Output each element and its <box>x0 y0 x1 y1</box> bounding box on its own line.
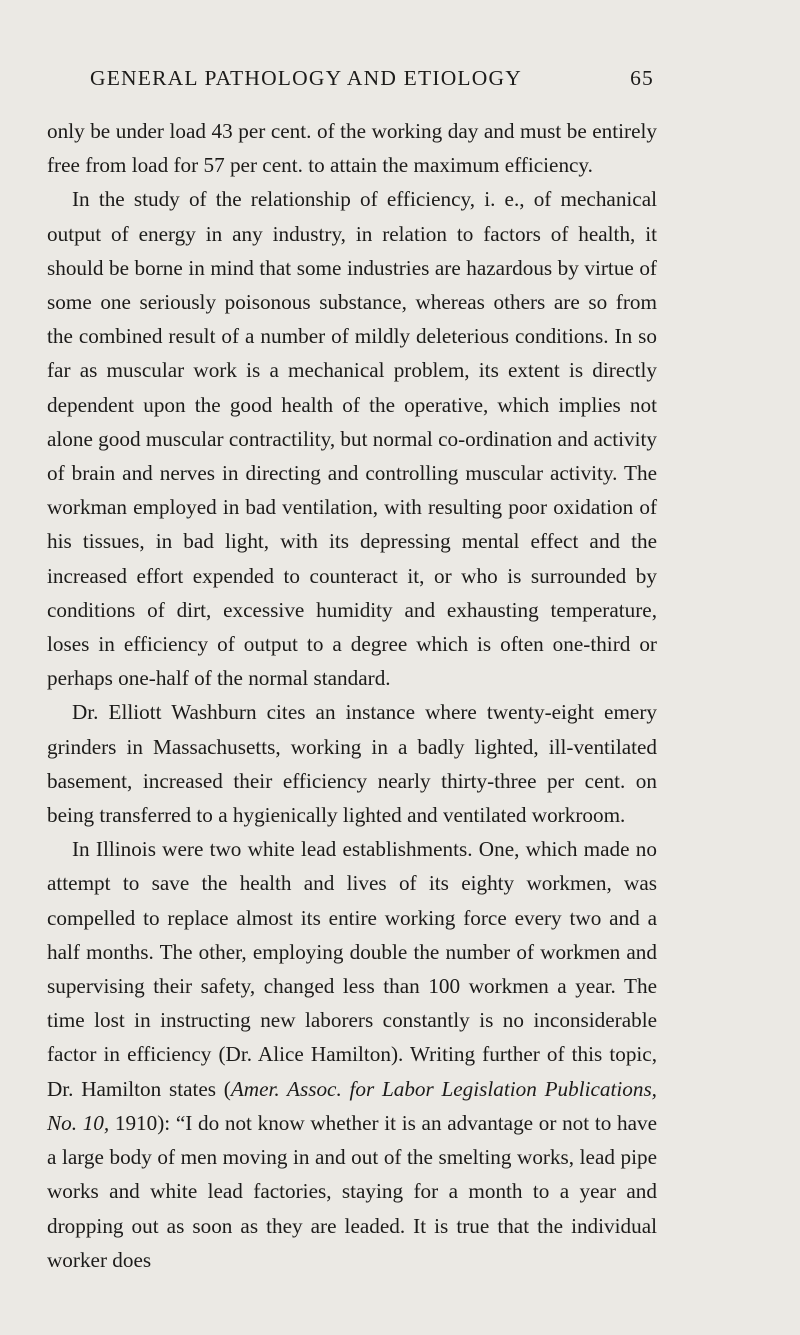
paragraph-washburn: Dr. Elliott Washburn cites an instance where twenty-eight emery grinders in Massachusetts, working in a badly lighted, ill-ventilated basement, increased their efficiency nearly thirty-three per cent. on being transferred to a hygienically lighted and ventilated workroom. <box>47 700 657 828</box>
paragraph-illinois-part-1: In Illinois were two white lead establishments. One, which made no attempt to save the health and lives of its eighty workmen, was compelled to replace almost its entire working force every two and a half months. The other, employing double the number of workmen and supervising their safety, changed less than 100 workmen a year. The time lost in instructing new laborers constantly is no inconsiderable factor in efficiency (Dr. Alice Hamilton). Writing further of this topic, Dr. Hamilton states ( <box>47 837 657 1101</box>
publication-citation: Amer. Assoc. for Labor Legislation Publications, No. 10, <box>47 1076 657 1135</box>
page-number: 65 <box>630 66 654 90</box>
body-text <box>47 114 657 1277</box>
paragraph-illinois-part-2: 1910): “I do not know whether it is an advantage or not to have a large body of men moving in and out of the smelting works, lead pipe works and white lead factories, staying for a month to a year and dropping out as soon as they are leaded. It is true that the individual worker does <box>47 1110 657 1272</box>
running-head: GENERAL PATHOLOGY AND ETIOLOGY <box>90 66 522 90</box>
page-header <box>90 60 654 96</box>
paragraph-illinois <box>47 832 657 1277</box>
paragraph-continuation: only be under load 43 per cent. of the working day and must be entirely free from load for 57 per cent. to attain the maximum efficiency. <box>47 119 657 178</box>
paragraph-efficiency-health: In the study of the relationship of efficiency, i. e., of mechanical output of energy in any industry, in relation to factors of health, it should be borne in mind that some industries are hazardous by virtue of some one seriously poisonous substance, whereas others are so from the combined result of a number of mildly deleterious conditions. In so far as muscular work is a mechanical problem, its extent is directly dependent upon the good health of the operative, which implies not alone good muscular contractility, but normal co-ordination and activity of brain and nerves in directing and controlling muscular activity. The workman employed in bad ventilation, with resulting poor oxidation of his tissues, in bad light, with its depressing mental effect and the increased effort expended to counteract it, or who is surrounded by conditions of dirt, excessive humidity and exhausting temperature, loses in efficiency of output to a degree which is often one-third or perhaps one-half of the normal standard. <box>47 187 657 691</box>
